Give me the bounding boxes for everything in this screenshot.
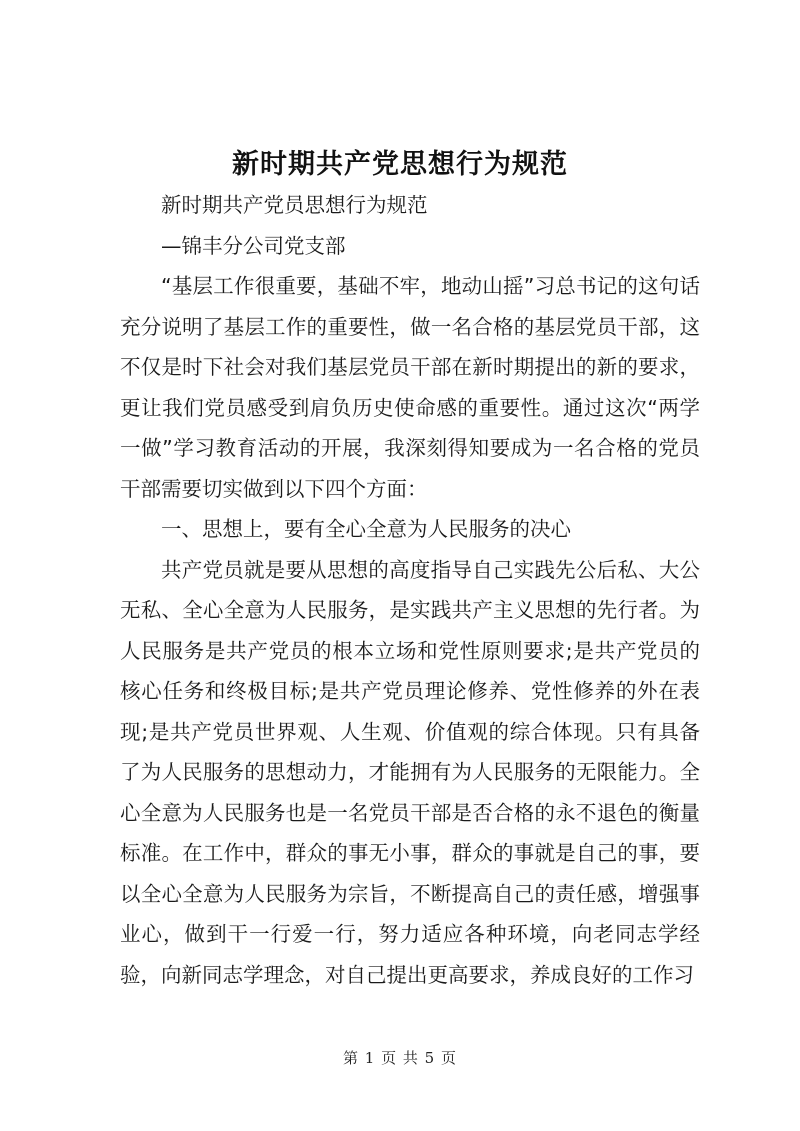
document-body (120, 185, 700, 995)
author-line: —锦丰分公司党支部 (161, 233, 346, 258)
intro-paragraph: “基层工作很重要，基础不牢，地动山摇”习总书记的这句话充分说明了基层工作的重要性，做一名合格的基层党员干部，这不仅是时下社会对我们基层党员干部在新时期提出的新的要求，更让我们党员感受到肩负历史使命感的重要性。通过这次“两学一做”学习教育活动的开展，我深刻得知要成为一名合格的党员干部需要切实做到以下四个方面： (120, 274, 700, 501)
subtitle: 新时期共产党员思想行为规范 (161, 193, 428, 217)
document-title: 新时期共产党思想行为规范 (232, 149, 568, 180)
page-number: 第 1 页 共 5 页 (343, 1049, 457, 1067)
section-heading: 一、思想上，要有全心全意为人民服务的决心 (161, 517, 571, 541)
body-paragraph: 共产党员就是要从思想的高度指导自己实践先公后私、大公无私、全心全意为人民服务，是实践共产主义思想的先行者。为人民服务是共产党员的根本立场和党性原则要求;是共产党员的核心任务和终极目标;是共产党员理论修养、党性修养的外在表现;是共产党员世界观、人生观、价值观的综合体现。只有具备了为人民服务的思想动力，才能拥有为人民服务的无限能力。全心全意为人民服务也是一名党员干部是否合格的永不退色的衡量标准。在工作中，群众的事无小事，群众的事就是自己的事，要以全心全意为人民服务为宗旨，不断提高自己的责任感，增强事业心，做到干一行爱一行，努力适应各种环境，向老同志学经验，向新同志学理念，对自己提出更高要求，养成良好的工作习 (120, 557, 700, 987)
